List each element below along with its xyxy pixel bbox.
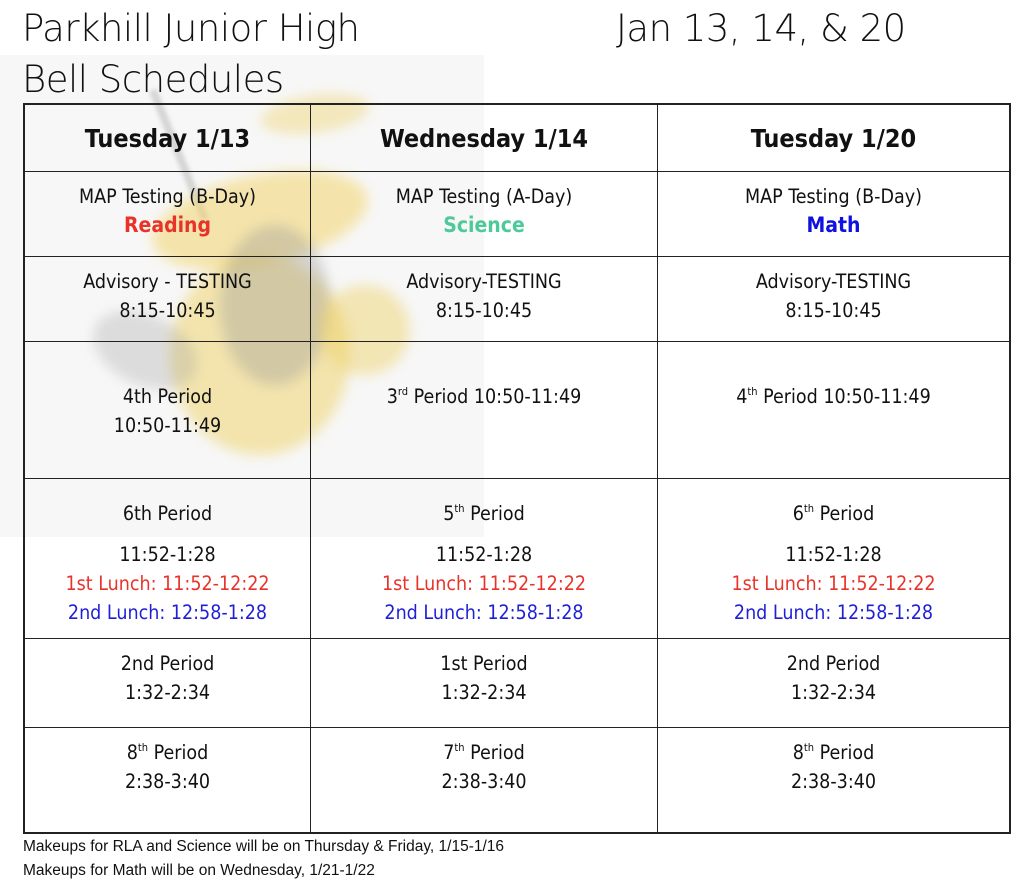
period-cell xyxy=(311,342,658,479)
lunch-period-cell xyxy=(25,479,311,639)
second-lunch: 2nd Lunch: 12:58-1:28 xyxy=(384,601,584,624)
period-cell xyxy=(25,342,311,479)
first-lunch: 1st Lunch: 11:52-12:22 xyxy=(381,572,587,595)
makeup-note-rla-science: Makeups for RLA and Science will be on Thursday & Friday, 1/15-1/16 xyxy=(23,838,505,855)
period-label: 6th Period xyxy=(792,502,875,525)
map-testing-label: MAP Testing (B-Day) xyxy=(745,185,922,208)
second-lunch: 2nd Lunch: 12:58-1:28 xyxy=(733,601,934,624)
first-lunch: 1st Lunch: 11:52-12:22 xyxy=(65,572,270,595)
advisory-time: 8:15-10:45 xyxy=(119,299,216,322)
test-subject-science: Science xyxy=(443,213,525,237)
map-testing-cell xyxy=(658,172,1009,257)
advisory-cell xyxy=(658,257,1009,342)
column-header-day-1: Tuesday 1/13 xyxy=(25,105,311,172)
period-time: 2:38-3:40 xyxy=(441,770,527,793)
bell-schedule-table xyxy=(23,103,1011,834)
period-time: 11:52-1:28 xyxy=(785,543,882,566)
period-time: 10:50-11:49 xyxy=(113,414,222,437)
period-cell xyxy=(658,342,1009,479)
period-time: 2:38-3:40 xyxy=(124,770,211,793)
second-lunch: 2nd Lunch: 12:58-1:28 xyxy=(67,601,268,624)
period-label: 4th Period xyxy=(122,385,213,408)
period-cell xyxy=(658,639,1009,728)
period-cell xyxy=(311,639,658,728)
period-label: 3rd Period 10:50-11:49 xyxy=(386,385,582,408)
test-subject-math: Math xyxy=(806,213,861,237)
advisory-cell xyxy=(25,257,311,342)
page-subtitle: Bell Schedules xyxy=(22,58,284,101)
first-lunch: 1st Lunch: 11:52-12:22 xyxy=(731,572,936,595)
period-time: 1:32-2:34 xyxy=(441,681,527,704)
period-time: 1:32-2:34 xyxy=(124,681,211,704)
map-testing-label: MAP Testing (A-Day) xyxy=(395,185,573,208)
test-subject-reading: Reading xyxy=(123,213,212,237)
period-label: 8th Period xyxy=(126,741,209,764)
period-label: 4th Period 10:50-11:49 xyxy=(736,385,931,408)
period-time: 2:38-3:40 xyxy=(790,770,877,793)
period-label: 2nd Period xyxy=(120,652,215,675)
advisory-cell xyxy=(311,257,658,342)
school-name: Parkhill Junior High xyxy=(22,7,360,50)
map-testing-cell xyxy=(311,172,658,257)
period-label: 7th Period xyxy=(443,741,525,764)
period-label: 5th Period xyxy=(443,502,525,525)
period-cell xyxy=(658,728,1009,832)
period-time: 11:52-1:28 xyxy=(435,543,533,566)
period-cell xyxy=(311,728,658,832)
period-time: 11:52-1:28 xyxy=(119,543,216,566)
map-testing-cell xyxy=(25,172,311,257)
period-label: 6th Period xyxy=(122,502,213,525)
period-cell xyxy=(25,639,311,728)
advisory-time: 8:15-10:45 xyxy=(435,299,533,322)
column-header-day-2: Wednesday 1/14 xyxy=(311,105,658,172)
advisory-label: Advisory - TESTING xyxy=(83,270,252,293)
lunch-period-cell xyxy=(658,479,1009,639)
period-label: 2nd Period xyxy=(786,652,881,675)
period-time: 1:32-2:34 xyxy=(790,681,877,704)
advisory-label: Advisory-TESTING xyxy=(406,270,562,293)
lunch-period-cell xyxy=(311,479,658,639)
map-testing-label: MAP Testing (B-Day) xyxy=(79,185,256,208)
period-label: 1st Period xyxy=(440,652,528,675)
column-header-day-3: Tuesday 1/20 xyxy=(658,105,1009,172)
makeup-note-math: Makeups for Math will be on Wednesday, 1/21-1/22 xyxy=(23,862,375,879)
advisory-time: 8:15-10:45 xyxy=(785,299,882,322)
period-cell xyxy=(25,728,311,832)
advisory-label: Advisory-TESTING xyxy=(755,270,912,293)
period-label: 8th Period xyxy=(792,741,875,764)
schedule-dates: Jan 13, 14, & 20 xyxy=(616,7,906,50)
